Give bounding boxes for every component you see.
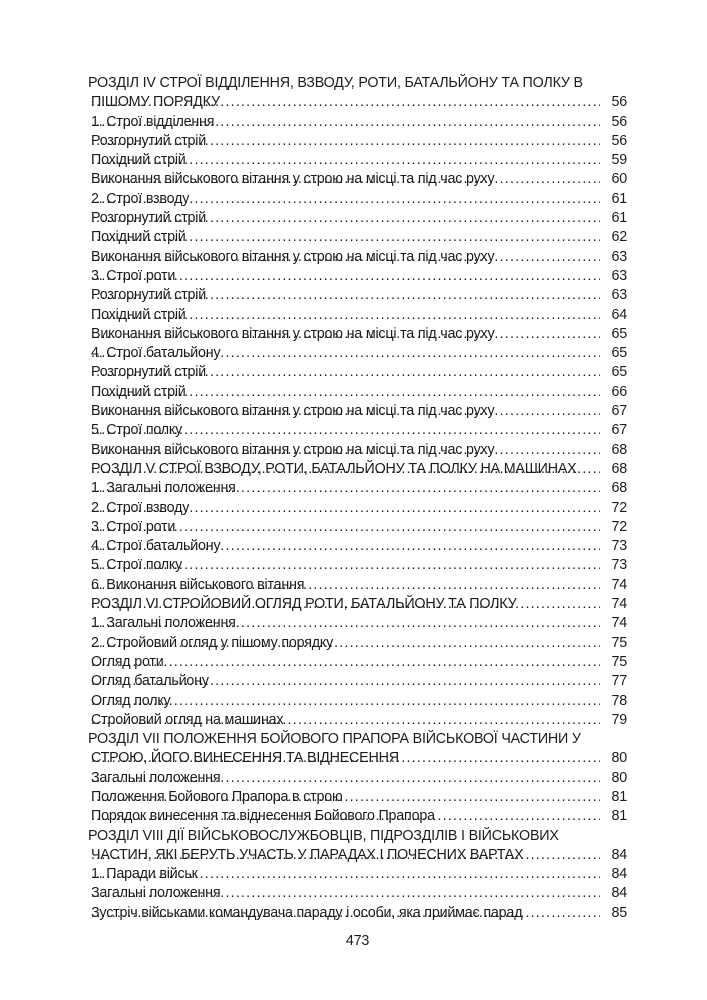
toc-entry-item[interactable] [88, 788, 627, 807]
toc-entry-body [88, 441, 600, 460]
toc-entry-body [88, 132, 600, 151]
toc-entry-body [88, 614, 600, 633]
toc-entry-item[interactable] [88, 228, 627, 247]
toc-entry-title: 1. Паради військ [91, 866, 198, 883]
toc-entry-page-number: 81 [611, 788, 627, 805]
toc-entry-body [88, 807, 600, 826]
table-of-contents [88, 74, 627, 923]
toc-entry-title: Розгорнутий стрій [91, 287, 207, 304]
toc-entry-title: РОЗДІЛ VII ПОЛОЖЕННЯ БОЙОВОГО ПРАПОРА ВІЙСЬКОВОЇ ЧАСТИНИ У СТРОЮ, ЙОГО ВИНЕСЕННЯ ТА ВІДНЕСЕННЯ [88, 731, 581, 767]
toc-entry-item[interactable] [88, 769, 627, 788]
toc-entry-title: РОЗДІЛ V СТРОЇ ВЗВОДУ, РОТИ, БАТАЛЬЙОНУ ТА ПОЛКУ НА МАШИНАХ [91, 460, 577, 477]
toc-entry-body [88, 363, 600, 382]
toc-entry-item[interactable] [88, 363, 627, 382]
toc-entry-body [88, 711, 600, 730]
toc-entry-page-number: 74 [611, 576, 627, 593]
toc-entry-page-number: 65 [611, 325, 627, 342]
toc-entry-page-number: 67 [611, 403, 627, 420]
toc-entry-item[interactable] [88, 884, 627, 903]
toc-entry-item[interactable] [88, 402, 627, 421]
toc-entry-item[interactable] [88, 286, 627, 305]
toc-entry-title: Огляд роти [91, 653, 164, 670]
toc-entry-body [88, 537, 600, 556]
toc-entry-title: Зустріч військами командувача параду і особи, яка приймає парад [91, 904, 523, 921]
toc-entry-title: Похідний стрій [91, 306, 186, 323]
toc-entry-chapter[interactable] [88, 74, 627, 113]
toc-entry-page-number: 56 [611, 113, 627, 130]
toc-entry-body [88, 595, 600, 614]
toc-entry-page-number: 72 [611, 518, 627, 535]
toc-entry-body [88, 865, 600, 884]
toc-entry-page-number: 84 [611, 846, 627, 863]
toc-entry-body [88, 653, 600, 672]
toc-entry-page-number: 56 [611, 94, 627, 111]
toc-entry-title: Виконання військового вітання у строю на місці та під час руху [91, 441, 495, 458]
toc-entry-page-number: 68 [611, 460, 627, 477]
toc-entry-page-number: 68 [611, 480, 627, 497]
toc-entry-title: 1. Загальні положення [91, 615, 236, 632]
toc-entry-page-number: 64 [611, 306, 627, 323]
toc-entry-item[interactable] [88, 209, 627, 228]
toc-entry-page-number: 67 [611, 422, 627, 439]
toc-entry-page-number: 61 [611, 210, 627, 227]
toc-entry-item[interactable] [88, 190, 627, 209]
toc-entry-page-number: 73 [611, 557, 627, 574]
toc-entry-body [88, 228, 600, 247]
toc-entry-body [88, 692, 600, 711]
toc-entry-page-number: 74 [611, 596, 627, 613]
toc-entry-item[interactable] [88, 711, 627, 730]
toc-entry-page-number: 62 [611, 229, 627, 246]
toc-entry-body [88, 74, 600, 113]
toc-entry-title: Похідний стрій [91, 383, 186, 400]
toc-entry-page-number: 63 [611, 287, 627, 304]
toc-entry-item[interactable] [88, 556, 627, 575]
toc-entry-body [88, 383, 600, 402]
toc-entry-page-number: 78 [611, 692, 627, 709]
toc-entry-item[interactable] [88, 672, 627, 691]
toc-entry-page-number: 80 [611, 750, 627, 767]
toc-entry-chapter[interactable] [88, 827, 627, 866]
toc-entry-title: Положення Бойового Прапора в строю [91, 788, 343, 805]
toc-entry-title: Загальні положення [91, 885, 221, 902]
toc-entry-page-number: 65 [611, 364, 627, 381]
toc-entry-body [88, 421, 600, 440]
toc-entry-title: 4. Строї батальйону [91, 538, 221, 555]
toc-entry-page-number: 74 [611, 615, 627, 632]
toc-entry-body [88, 884, 600, 903]
toc-entry-title: Похідний стрій [91, 229, 186, 246]
toc-entry-item[interactable] [88, 634, 627, 653]
toc-entry-page-number: 75 [611, 653, 627, 670]
toc-entry-page-number: 56 [611, 132, 627, 149]
toc-entry-item[interactable] [88, 692, 627, 711]
toc-entry-item[interactable] [88, 267, 627, 286]
toc-entry-item[interactable] [88, 479, 627, 498]
toc-entry-chapter[interactable] [88, 730, 627, 769]
toc-entry-chapter[interactable] [88, 460, 627, 479]
toc-entry-body [88, 460, 600, 479]
toc-entry-item[interactable] [88, 325, 627, 344]
toc-entry-body [88, 151, 600, 170]
toc-entry-item[interactable] [88, 499, 627, 518]
toc-entry-body [88, 499, 600, 518]
toc-entry-title: РОЗДІЛ VI СТРОЙОВИЙ ОГЛЯД РОТИ, БАТАЛЬЙОНУ ТА ПОЛКУ [91, 596, 517, 613]
toc-entry-title: Розгорнутий стрій [91, 132, 207, 149]
toc-entry-title: Стройовий огляд на машинах [91, 711, 284, 728]
toc-entry-page-number: 61 [611, 190, 627, 207]
toc-entry-item[interactable] [88, 383, 627, 402]
toc-entry-body [88, 634, 600, 653]
toc-entry-page-number: 73 [611, 538, 627, 555]
toc-entry-title: Розгорнутий стрій [91, 210, 207, 227]
toc-entry-title: 6. Виконання військового вітання [91, 576, 305, 593]
toc-entry-item[interactable] [88, 865, 627, 884]
toc-entry-body [88, 769, 600, 788]
toc-entry-chapter[interactable] [88, 595, 627, 614]
toc-entry-body [88, 113, 600, 132]
toc-entry-page-number: 59 [611, 152, 627, 169]
toc-entry-body [88, 904, 600, 923]
toc-entry-page-number: 63 [611, 248, 627, 265]
toc-entry-body [88, 402, 600, 421]
toc-entry-item[interactable] [88, 807, 627, 826]
toc-entry-title: Огляд батальйону [91, 673, 209, 690]
toc-entry-title: РОЗДІЛ VIII ДІЇ ВІЙСЬКОВОСЛУЖБОВЦІВ, ПІДРОЗДІЛІВ І ВІЙСЬКОВИХ ЧАСТИН, ЯКІ БЕРУТЬ УЧАСТЬ У ПАРАДАХ І ПОЧЕСНИХ ВАРТАХ [88, 827, 559, 863]
toc-entry-item[interactable] [88, 614, 627, 633]
toc-entry-body [88, 576, 600, 595]
toc-entry-page-number: 75 [611, 634, 627, 651]
toc-entry-body [88, 248, 600, 267]
toc-entry-page-number: 65 [611, 345, 627, 362]
toc-entry-body [88, 556, 600, 575]
toc-entry-title: 1. Строї відділення [91, 113, 215, 130]
toc-entry-title: Виконання військового вітання у строю на місці та під час руху [91, 248, 495, 265]
toc-entry-item[interactable] [88, 248, 627, 267]
toc-entry-title: 1. Загальні положення [91, 480, 236, 497]
toc-entry-item[interactable] [88, 441, 627, 460]
page-number: 473 [345, 933, 370, 950]
toc-entry-item[interactable] [88, 653, 627, 672]
toc-entry-title: РОЗДІЛ IV СТРОЇ ВІДДІЛЕННЯ, ВЗВОДУ, РОТИ, БАТАЛЬЙОНУ ТА ПОЛКУ В ПІШОМУ ПОРЯДКУ [88, 75, 583, 111]
toc-entry-item[interactable] [88, 537, 627, 556]
toc-entry-body [88, 730, 600, 769]
toc-entry-body [88, 170, 600, 189]
toc-entry-title: Виконання військового вітання у строю на місці та під час руху [91, 325, 495, 342]
toc-entry-title: 3. Строї роти [91, 518, 176, 535]
toc-entry-body [88, 267, 600, 286]
toc-entry-item[interactable] [88, 344, 627, 363]
toc-entry-page-number: 72 [611, 499, 627, 516]
toc-entry-item[interactable] [88, 132, 627, 151]
toc-entry-page-number: 80 [611, 769, 627, 786]
toc-entry-title: Загальні положення [91, 769, 221, 786]
toc-entry-body [88, 306, 600, 325]
toc-entry-title: 2. Стройовий огляд у пішому порядку [91, 634, 334, 651]
toc-entry-body [88, 672, 600, 691]
toc-entry-item[interactable] [88, 518, 627, 537]
toc-entry-title: Похідний стрій [91, 152, 186, 169]
toc-entry-page-number: 60 [611, 171, 627, 188]
toc-entry-body [88, 286, 600, 305]
toc-entry-title: Розгорнутий стрій [91, 364, 207, 381]
toc-entry-title: 2. Строї взводу [91, 499, 190, 516]
toc-entry-page-number: 84 [611, 885, 627, 902]
toc-entry-item[interactable] [88, 904, 627, 923]
toc-entry-title: 2. Строї взводу [91, 190, 190, 207]
toc-entry-page-number: 79 [611, 711, 627, 728]
toc-entry-page-number: 84 [611, 866, 627, 883]
toc-entry-title: 5. Строї полку [91, 557, 183, 574]
toc-entry-item[interactable] [88, 170, 627, 189]
toc-entry-page-number: 85 [611, 904, 627, 921]
toc-entry-page-number: 66 [611, 383, 627, 400]
toc-entry-body [88, 827, 600, 866]
toc-entry-title: Виконання військового вітання у строю на місці та під час руху [91, 171, 495, 188]
toc-entry-item[interactable] [88, 306, 627, 325]
toc-entry-title: 4. Строї батальйону [91, 345, 221, 362]
toc-entry-page-number: 77 [611, 673, 627, 690]
toc-entry-item[interactable] [88, 113, 627, 132]
toc-entry-body [88, 788, 600, 807]
toc-entry-page-number: 63 [611, 267, 627, 284]
toc-entry-item[interactable] [88, 151, 627, 170]
toc-entry-title: 3. Строї роти [91, 267, 176, 284]
toc-entry-title: Виконання військового вітання у строю на місці та під час руху [91, 403, 495, 420]
toc-entry-item[interactable] [88, 576, 627, 595]
toc-entry-body [88, 190, 600, 209]
toc-entry-page-number: 81 [611, 808, 627, 825]
toc-entry-page-number: 68 [611, 441, 627, 458]
toc-entry-body [88, 325, 600, 344]
toc-entry-title: Огляд полку [91, 692, 171, 709]
toc-entry-body [88, 209, 600, 228]
toc-entry-item[interactable] [88, 421, 627, 440]
toc-entry-title: 5. Строї полку [91, 422, 183, 439]
toc-entry-title: Порядок винесення та віднесення Бойового Прапора [91, 808, 435, 825]
toc-entry-body [88, 479, 600, 498]
toc-entry-body [88, 518, 600, 537]
toc-entry-body [88, 344, 600, 363]
